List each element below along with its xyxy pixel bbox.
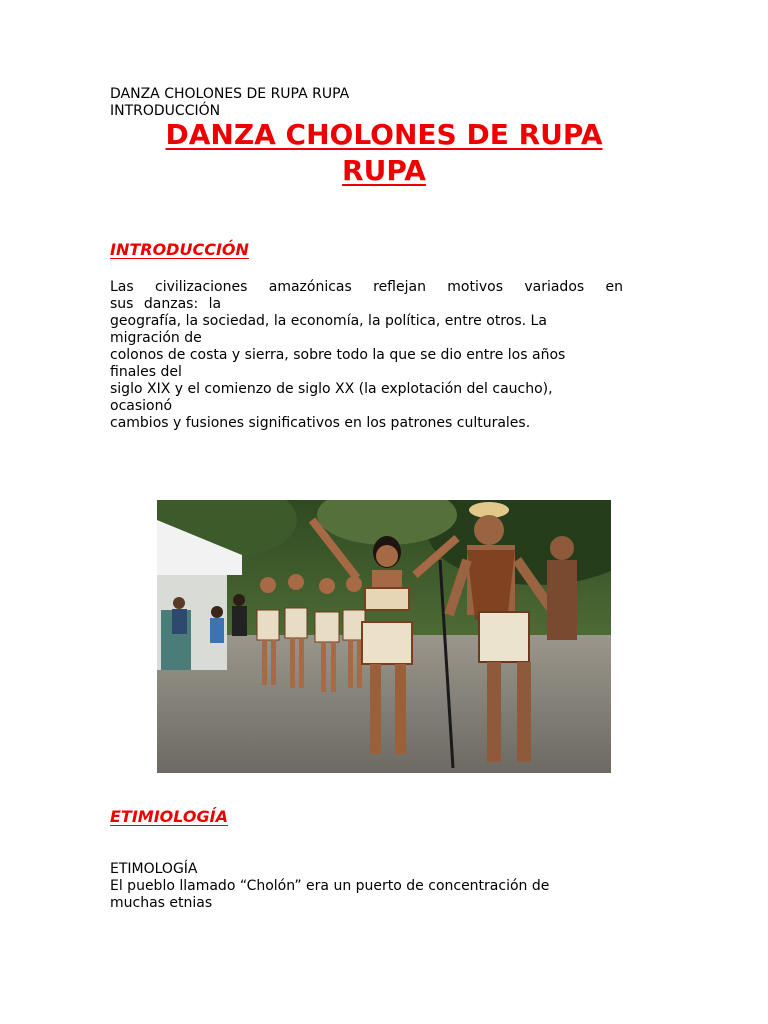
intro-line: siglo XIX y el comienzo de siglo XX (la explotación del caucho), (110, 381, 553, 397)
intro-line: ocasionó (110, 398, 173, 414)
intro-line: cambios y fusiones significativos en los patrones culturales. (110, 415, 531, 431)
etimologia-line: ETIMOLOGÍA (110, 861, 198, 877)
intro-heading: INTRODUCCIÓN (110, 240, 249, 259)
etimologia-paragraph (110, 861, 640, 912)
intro-line: geografía, la sociedad, la economía, la política, entre otros. La (110, 313, 547, 329)
intro-line: Las civilizaciones amazónicas reflejan motivos variados en (110, 279, 623, 295)
page-title-line-2: RUPA (342, 154, 426, 187)
header-subtitle-line: INTRODUCCIÓN (110, 103, 221, 119)
intro-line: sus danzas: la (110, 296, 222, 312)
etimologia-heading: ETIMIOLOGÍA (110, 807, 228, 826)
etimologia-line: El pueblo llamado “Cholón” era un puerto de concentración de (110, 878, 550, 894)
intro-paragraph (110, 279, 623, 432)
page-title-line-1: DANZA CHOLONES DE RUPA (165, 118, 603, 151)
page-title (110, 117, 658, 189)
dancers-photo (157, 500, 611, 773)
intro-line: colonos de costa y sierra, sobre todo la que se dio entre los años (110, 347, 566, 363)
etimologia-line: muchas etnias (110, 895, 213, 911)
intro-line: finales del (110, 364, 182, 380)
intro-line: migración de (110, 330, 202, 346)
header-title-line: DANZA CHOLONES DE RUPA RUPA (110, 86, 350, 102)
